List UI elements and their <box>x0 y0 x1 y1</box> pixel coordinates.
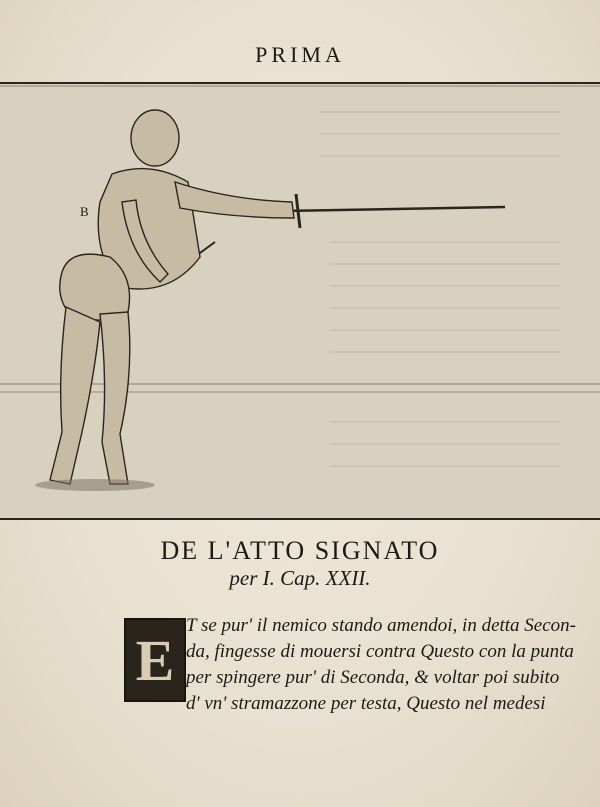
sword-crossguard <box>296 194 300 228</box>
decorated-initial <box>124 618 186 702</box>
text-line: T se pur' il nemico stando amendoi, in detta Secon- <box>186 615 577 636</box>
figure-shadow <box>35 479 155 491</box>
fencer-figure <box>50 110 294 484</box>
plate-letter: B <box>80 204 89 219</box>
fencer-right-leg <box>100 312 130 484</box>
chapter-title: DE L'ATTO SIGNATO <box>160 536 440 565</box>
fencer-head <box>131 110 179 166</box>
initial-letter: E <box>135 627 175 693</box>
fencer-engraving <box>0 82 600 516</box>
text-line: da, fingesse di mouersi contra Questo con la punta <box>186 641 574 662</box>
chapter-subtitle: per I. Cap. XXII. <box>229 566 371 590</box>
text-line: d' vn' stramazzone per testa, Questo nel medesi <box>186 693 546 714</box>
text-line: per spingere pur' di Seconda, & voltar poi subito <box>186 667 560 688</box>
sword-blade <box>282 207 505 211</box>
bleed-through-text <box>320 112 560 466</box>
fencer-left-leg <box>50 307 100 484</box>
body-text <box>186 613 577 717</box>
running-head: PRIMA <box>255 42 345 67</box>
